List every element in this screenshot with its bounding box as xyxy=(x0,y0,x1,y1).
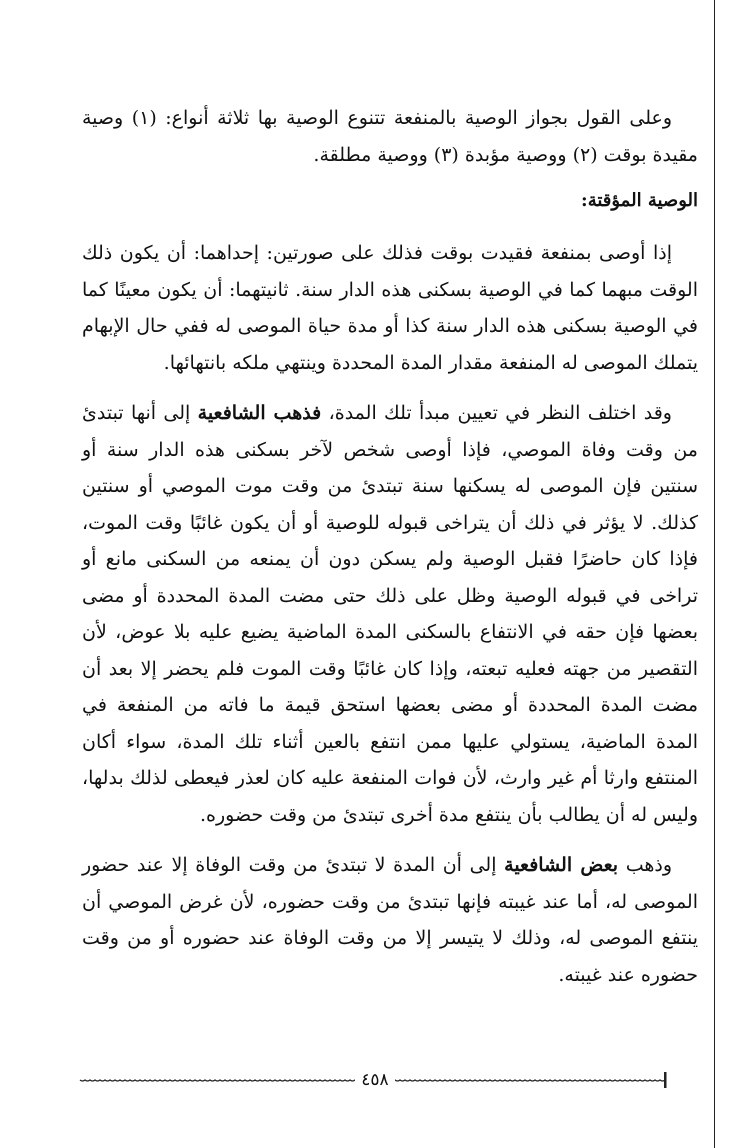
page-body xyxy=(82,100,698,993)
bold-term: فذهب الشافعية xyxy=(197,402,322,424)
paragraph-text: إلى أن المدة لا تبتدئ من وقت الوفاة إلا عند حضور الموصى له، أما عند غيبته فإنها تبتدئ من وقت حضوره، لأن غرض الموصي أن ينتفع الموصى له، وذلك لا يتيسر إلا من وقت الوفاة عند حضوره أو من وقت حضوره عند غيبته. xyxy=(82,854,698,986)
page-number xyxy=(78,1068,672,1092)
paragraph-definition: إذا أوصى بمنفعة فقيدت بوقت فذلك على صورتين: إحداهما: أن يكون ذلك الوقت مبهما كما في الوصية بسكنى هذه الدار سنة. ثانيتهما: أن يكون معينًا كما في الوصية بسكنى هذه الدار سنة كذا أو مدة حياة الموصى له ففي حال الإبهام يتملك الموصى له المنفعة مقدار المدة المحددة وينتهي ملكه بانتهائها. xyxy=(82,242,698,374)
section-heading: الوصية المؤقتة: xyxy=(581,190,698,211)
paragraph-shafii-view xyxy=(82,395,698,833)
intro-paragraph: وعلى القول بجواز الوصية بالمنفعة تتنوع الوصية بها ثلاثة أنواع: (١) وصية مقيدة بوقت (٢) ووصية مؤبدة (٣) ووصية مطلقة. xyxy=(82,107,698,166)
bold-term: بعض الشافعية xyxy=(504,854,619,876)
page-number-text: ٤٥٨ xyxy=(355,1070,394,1090)
paragraph-text: وقد اختلف النظر في تعيين مبدأ تلك المدة، xyxy=(321,402,672,424)
paragraph-text: وذهب xyxy=(618,854,673,876)
page-footer xyxy=(78,1068,672,1092)
page-spine-line xyxy=(714,0,716,1148)
paragraph-some-shafii-view xyxy=(82,847,698,993)
paragraph-text: إلى أنها تبتدئ من وقت وفاة الموصي، فإذا أوصى شخص لآخر بسكنى هذه الدار سنة أو سنتين فإن الموصى له يسكنها سنة تبتدئ من وقت موت الموصي أو سنتين كذلك. لا يؤثر في ذلك أن يتراخى قبوله للوصية أو أن يكون غائبًا وقت الموت، فإذا كان حاضرًا فقبل الوصية ولم يسكن دون أن يمنعه من السكنى مانع أو تراخى في قبوله الوصية وظل على ذلك حتى مضت المدة المحددة أو مضى بعضها فإن حقه في الانتفاع بالسكنى المدة الماضية يضيع عليه بلا عوض، لأن التقصير من جهته فعليه تبعته، وإذا كان غائبًا وقت الموت فلم يحضر إلا بعد أن مضت المدة المحددة أو مضى بعضها استحق قيمة ما فاته من المنفعة في المدة الماضية، يستولي عليها ممن انتفع بالعين أثناء تلك المدة، سواء أكان المنتفع وارثا أم غير وارث، لأن فوات المنفعة عليه كان لعذر فيعطى لذلك بدلها، وليس له أن يطالب بأن ينتفع مدة أخرى تبتدئ من وقت حضوره. xyxy=(82,402,698,826)
